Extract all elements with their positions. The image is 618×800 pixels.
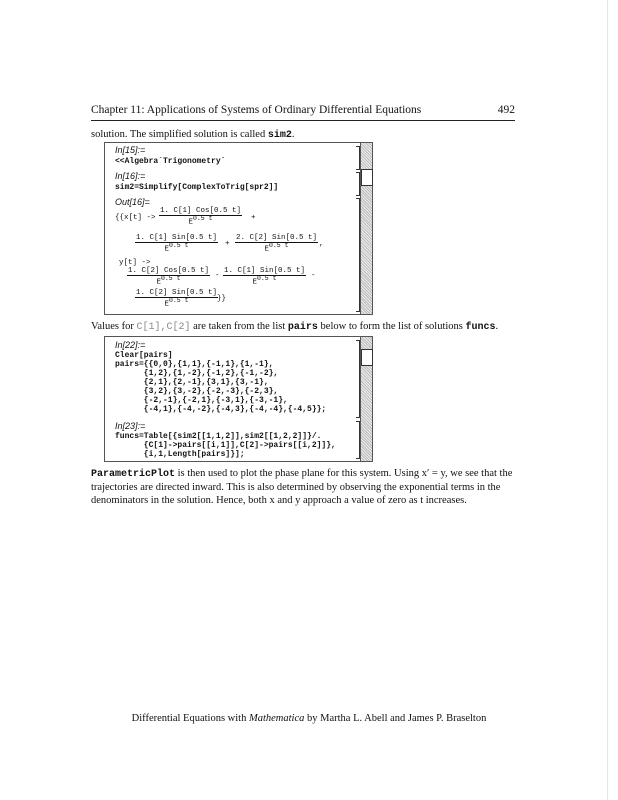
minus-sign-2: - bbox=[311, 272, 316, 280]
in15-label: In[15]:= bbox=[115, 145, 146, 155]
fraction-1: 1. C[1] Cos[0.5 t] $E^{0.5 t}$ bbox=[160, 207, 242, 227]
in23-line-2[interactable]: {C[1]->pairs[[i,1]],C[2]->pairs[[i,2]]}, bbox=[115, 441, 336, 450]
minus-sign: - bbox=[215, 272, 220, 280]
in22-line-5[interactable]: {3,2},{3,-2},{-2,-3},{-2,3}, bbox=[115, 387, 279, 396]
page-footer: Differential Equations with Mathematica by Martha L. Abell and James P. Braselton bbox=[131, 713, 487, 724]
scroll-thumb-2[interactable] bbox=[361, 349, 373, 366]
in22-line-4[interactable]: {2,1},{2,-1},{3,1},{3,-1}, bbox=[115, 378, 269, 387]
xt-prefix: {{x[t] -> bbox=[115, 214, 156, 222]
final-paragraph: ParametricPlot is then used to plot the phase plane for this system. Using x′ = y, we see that the trajectories are directed inward. This is also determined by observing the exponential terms in the denominators in the solution. Hence, both x and y approach a value of zero as t increases. bbox=[91, 468, 513, 506]
scroll-thumb-1[interactable] bbox=[361, 169, 373, 186]
in22-line-1[interactable]: Clear[pairs] bbox=[115, 351, 173, 360]
notebook-window-2[interactable] bbox=[104, 336, 373, 462]
in16-label: In[16]:= bbox=[115, 171, 146, 181]
values-paragraph: Values for C[1],C[2] are taken from the list pairs below to form the list of solutions funcs. bbox=[91, 321, 499, 333]
in22-line-6[interactable]: {-2,-1},{-2,1},{-3,1},{-3,-1}, bbox=[115, 396, 288, 405]
page-number: 492 bbox=[497, 104, 515, 116]
code-parametricplot: ParametricPlot bbox=[91, 469, 176, 480]
header-rule bbox=[91, 120, 515, 121]
scrollbar-1[interactable] bbox=[360, 143, 372, 314]
in22-line-2[interactable]: pairs={{0,0},{1,1},{-1,1},{1,-1}, bbox=[115, 360, 274, 369]
plus-sign-2: + bbox=[225, 240, 230, 248]
code-c1-c2: C[1],C[2] bbox=[136, 322, 191, 333]
fraction-4: 1. C[2] Cos[0.5 t] $E^{0.5 t}$ bbox=[128, 267, 210, 287]
in22-label: In[22]:= bbox=[115, 340, 146, 350]
plus-sign: + bbox=[251, 214, 256, 222]
fraction-5: 1. C[1] Sin[0.5 t] $E^{0.5 t}$ bbox=[224, 267, 306, 287]
in16-code[interactable]: sim2=Simplify[ComplexToTrig[spr2]] bbox=[115, 183, 279, 192]
in23-label: In[23]:= bbox=[115, 421, 146, 431]
chapter-title: Chapter 11: Applications of Systems of Ordinary Differential Equations bbox=[91, 104, 422, 116]
mathematica-title: Mathematica bbox=[248, 713, 305, 724]
closing-braces: }} bbox=[217, 295, 227, 303]
notebook-window-1[interactable] bbox=[104, 142, 373, 315]
in22-line-7[interactable]: {-4,1},{-4,-2},{-4,3},{-4,-4},{-4,5}}; bbox=[115, 405, 327, 414]
yt-prefix: y[t] -> bbox=[119, 259, 151, 267]
in23-line-3[interactable]: {i,1,Length[pairs]}]; bbox=[115, 450, 245, 459]
scrollbar-2[interactable] bbox=[360, 337, 372, 461]
out16-label: Out[16]= bbox=[115, 197, 150, 207]
page-edge-line bbox=[607, 0, 608, 800]
code-funcs: funcs bbox=[465, 322, 496, 333]
in23-line-1[interactable]: funcs=Table[{sim2[[1,1,2]],sim2[[1,2,2]]}/. bbox=[115, 432, 322, 441]
code-sim2: sim2 bbox=[267, 130, 292, 141]
fraction-3: 2. C[2] Sin[0.5 t] $E^{0.5 t}$ bbox=[236, 234, 318, 254]
in22-line-3[interactable]: {1,2},{1,-2},{-1,2},{-1,-2}, bbox=[115, 369, 279, 378]
fraction-6: 1. C[2] Sin[0.5 t] $E^{0.5 t}$ bbox=[136, 289, 218, 309]
intro-paragraph: solution. The simplified solution is called sim2. bbox=[91, 129, 295, 141]
comma: , bbox=[319, 240, 324, 248]
code-pairs: pairs bbox=[287, 322, 318, 333]
fraction-2: 1. C[1] Sin[0.5 t] $E^{0.5 t}$ bbox=[136, 234, 218, 254]
in15-code[interactable]: <<Algebra`Trigonometry` bbox=[115, 157, 226, 166]
